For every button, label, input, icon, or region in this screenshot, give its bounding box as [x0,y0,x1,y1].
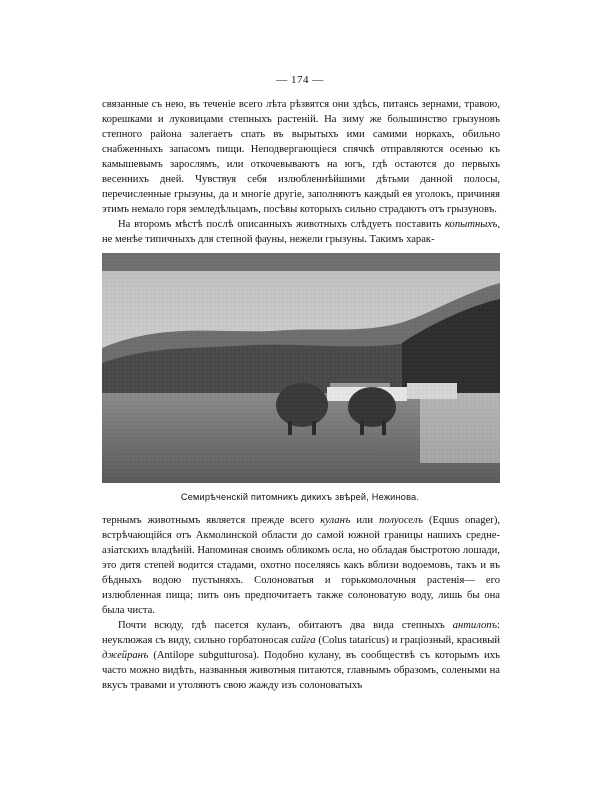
paragraph [102,97,500,217]
nursery-photograph [102,253,500,483]
paragraph-text: На второмъ мѣстѣ послѣ описанныхъ животныхъ слѣдуетъ поставить [118,219,445,230]
emphasized-term: копытныхъ [445,219,498,230]
paragraph-text: , не менѣе типичныхъ для степной фауны, нежели грызуны. Такимъ харак- [102,219,500,245]
emphasized-term: антилопъ [452,620,498,631]
paragraph-text: или [350,515,380,526]
paragraph [102,217,500,247]
emphasized-term: сайга [291,635,316,646]
bottom-text-block [102,513,500,693]
paragraph-text: : неуклюжая съ виду, сильно горбатоносая [102,620,500,646]
paragraph-text: (Antilope subgutturosa). Подобно кулану, въ сообществѣ съ которымъ ихъ часто можно видѣть, названныя животныя питаются, главнымъ образомъ, солеными на вкусъ травами и утоляютъ свою жажду изъ солоноватыхъ [102,650,500,691]
paragraph-text: тернымъ животнымъ является прежде всего [102,515,321,526]
top-text-block [102,97,500,247]
paragraph-text: связанные съ нею, въ теченіе всего лѣта рѣзвятся они здѣсь, питаясь зернами, травою, корешками и луковицами степныхъ растеній. На зиму же большинство грызуновъ степного района залегаетъ спать въ вырытыхъ ими самими норкахъ, обильно снабженныхъ запасомъ пищи. Неподвергающіеся спячкѣ отправляются осенью къ камышевымъ зарослямъ, или откочевываютъ на югъ, гдѣ остаются до первыхъ весеннихъ дней. Чувствуя себя излюбленнѣйшими дѣтьми данной полосы, перечисленные грызуны, да и многіе другіе, заполняютъ каждый ея уголокъ, причиняя этимъ немало горя земледѣльцамъ, посѣвы которыхъ сильно страдаютъ отъ грызуновъ. [102,99,500,215]
emphasized-term: куланъ [320,515,351,526]
figure-caption: Семирѣченскій питомникъ дикихъ звѣрей, Нежинова. [180,492,420,502]
emphasized-term: полуоселъ [379,515,423,526]
paragraph-text: Почти всюду, гдѣ пасется куланъ, обитаютъ два вида степныхъ [118,620,453,631]
paragraph-text: (Equus onager), встрѣчающійся отъ Акмолинской области до самой южной границы нашихъ средне-азіатскихъ владѣній. Напоминая своимъ обликомъ осла, но обладая быстротою лошади, это дитя степей водится стадами, охотно поселяясь какъ вблизи водоемовъ, такъ и въ бѣдныхъ водою пустыняхъ. Солоноватыя и горькомолочныя растенія— его излюбленная пища; пить онъ предпочитаетъ также солоноватую воду, лишь бы она была чиста. [102,515,500,616]
paragraph [102,513,500,618]
page-number: — 174 — [276,74,324,86]
paragraph [102,618,500,693]
emphasized-term: джейранъ [102,650,149,661]
paragraph-text: (Colus tataricus) и граціозный, красивый [315,635,500,646]
